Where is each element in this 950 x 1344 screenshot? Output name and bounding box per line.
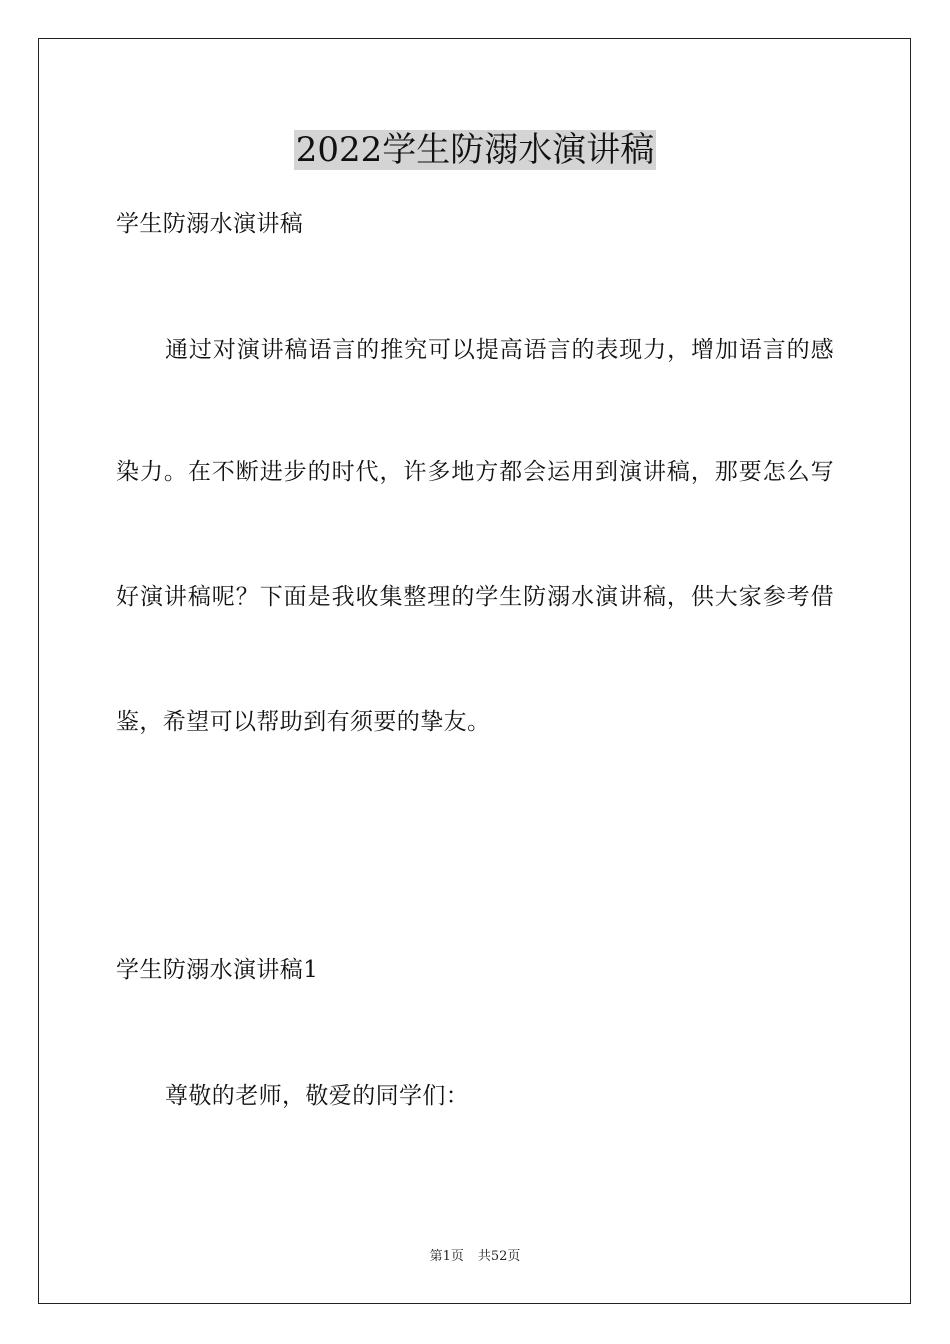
intro-paragraph-line: 染力。在不断进步的时代，许多地方都会运用到演讲稿，那要怎么写 (116, 459, 834, 485)
document-subtitle: 学生防溺水演讲稿 (116, 211, 304, 237)
page-number-total: 共52页 (477, 1249, 521, 1264)
page-number-current: 第1页 (429, 1249, 464, 1264)
page-footer (0, 1248, 950, 1266)
intro-paragraph-line: 鉴，希望可以帮助到有须要的挚友。 (116, 709, 491, 735)
document-title-text: 2022学生防溺水演讲稿 (295, 130, 655, 170)
intro-paragraph-line: 好演讲稿呢？下面是我收集整理的学生防溺水演讲稿，供大家参考借 (116, 584, 834, 610)
section-heading: 学生防溺水演讲稿1 (116, 957, 319, 983)
intro-paragraph-line: 通过对演讲稿语言的推究可以提高语言的表现力，增加语言的感 (165, 337, 834, 363)
document-title (0, 128, 950, 172)
greeting-line: 尊敬的老师，敬爱的同学们： (165, 1083, 470, 1109)
